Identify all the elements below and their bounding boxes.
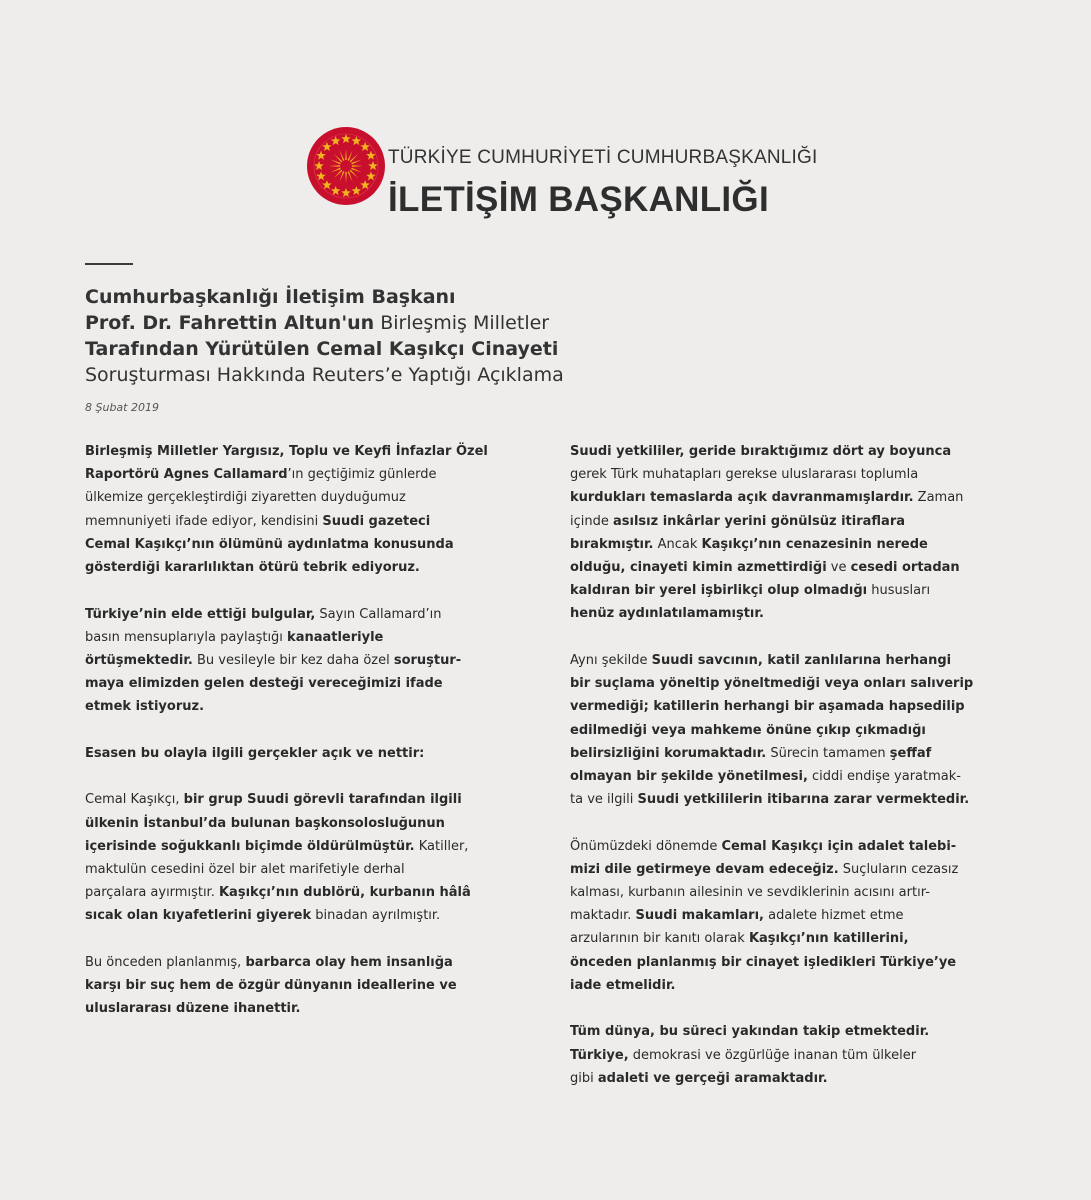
text: Bu vesileyle bir kez daha özel bbox=[192, 652, 394, 668]
text: Katiller, bbox=[414, 838, 469, 854]
bold-text: örtüşmektedir. bbox=[85, 652, 193, 668]
bold-text: Kaşıkçı’nın dublörü, kurbanın hâlâ bbox=[218, 885, 471, 901]
text-line bbox=[570, 602, 990, 625]
right-column bbox=[570, 440, 990, 1113]
text-line bbox=[570, 440, 990, 463]
title-line1: Cumhurbaşkanlığı İletişim Başkanı bbox=[85, 286, 456, 308]
bold-text: Kaşıkçı’nın katillerini, bbox=[748, 931, 909, 947]
bold-text: kurdukları temaslarda açık davranmamışlardır. bbox=[570, 490, 914, 506]
bold-text: sıcak olan kıyafetlerini giyerek bbox=[85, 908, 312, 924]
text-line bbox=[570, 1020, 990, 1043]
text-line bbox=[570, 510, 990, 533]
bold-text: içerisinde soğukkanlı biçimde öldürülmüştür. bbox=[85, 838, 415, 854]
text-line bbox=[85, 904, 505, 927]
text: gibi bbox=[570, 1070, 598, 1086]
text-line bbox=[570, 486, 990, 509]
text: içinde bbox=[570, 513, 613, 529]
text: adalete hizmet etme bbox=[764, 908, 904, 924]
bold-text: vermediği; katillerin herhangi bir aşamada hapsedilip bbox=[570, 699, 965, 715]
text-line bbox=[85, 881, 505, 904]
text-line bbox=[570, 742, 990, 765]
text: memnuniyeti ifade ediyor, kendisini bbox=[85, 513, 323, 529]
text: ciddi endişe yaratmak- bbox=[807, 768, 961, 784]
bold-text: olmayan bir şekilde yönetilmesi, bbox=[570, 768, 808, 784]
text: Önümüzdeki dönemde bbox=[570, 838, 722, 854]
document-date: 8 Şubat 2019 bbox=[85, 401, 159, 414]
text: parçalara ayırmıştır. bbox=[85, 885, 219, 901]
presidential-seal-icon bbox=[306, 126, 386, 206]
text: Bu önceden planlanmış, bbox=[85, 954, 246, 970]
text-line bbox=[85, 486, 505, 509]
text-line bbox=[85, 788, 505, 811]
text-line bbox=[570, 463, 990, 486]
title-line2 bbox=[85, 310, 985, 336]
bold-text: Raportörü Agnes Callamard bbox=[85, 467, 288, 483]
text-line bbox=[570, 765, 990, 788]
text: Zaman bbox=[913, 490, 964, 506]
bold-text: bir suçlama yöneltip yöneltmediği veya onları salıverip bbox=[570, 676, 974, 692]
text: ’ın geçtiğimiz günlerde bbox=[287, 467, 437, 483]
bold-text: Esasen bu olayla ilgili gerçekler açık ve nettir: bbox=[85, 745, 425, 761]
bold-text: uluslararası düzene ihanettir. bbox=[85, 1001, 301, 1017]
bold-text: kaldıran bir yerel işbirlikçi olup olmadığı bbox=[570, 583, 868, 599]
bold-text: şeffaf bbox=[889, 745, 932, 761]
bold-text: gösterdiği kararlılıktan ötürü tebrik ediyoruz. bbox=[85, 560, 420, 576]
text: binadan ayrılmıştır. bbox=[311, 908, 441, 924]
bold-text: adaleti ve gerçeği aramaktadır. bbox=[597, 1070, 828, 1086]
text-line bbox=[85, 603, 505, 626]
text-line bbox=[85, 695, 505, 718]
text-line bbox=[85, 974, 505, 997]
text-line bbox=[570, 927, 990, 950]
text: hususları bbox=[867, 583, 931, 599]
text-line bbox=[570, 1044, 990, 1067]
paragraph bbox=[85, 742, 505, 765]
bold-text: soruştur- bbox=[393, 652, 462, 668]
bold-text: Cemal Kaşıkçı’nın ölümünü aydınlatma konusunda bbox=[85, 536, 454, 552]
paragraph bbox=[85, 603, 505, 719]
title-line2-bold: Prof. Dr. Fahrettin Altun'un bbox=[85, 312, 375, 334]
text-line bbox=[85, 951, 505, 974]
title-line2-rest: Birleşmiş Milletler bbox=[374, 312, 550, 334]
text: ta ve ilgili bbox=[570, 792, 638, 808]
text-line bbox=[570, 904, 990, 927]
text-line bbox=[570, 579, 990, 602]
text: basın mensuplarıyla paylaştığı bbox=[85, 629, 288, 645]
text-line bbox=[85, 649, 505, 672]
document-title bbox=[85, 284, 985, 388]
left-column bbox=[85, 440, 505, 1044]
bold-text: edilmediği veya mahkeme önüne çıkıp çıkmadığı bbox=[570, 722, 926, 738]
bold-text: kanaatleriyle bbox=[287, 629, 384, 645]
paragraph bbox=[570, 649, 990, 811]
text-line bbox=[570, 719, 990, 742]
bold-text: Suudi yetkililerin itibarına zarar vermektedir. bbox=[637, 792, 970, 808]
paragraph bbox=[85, 951, 505, 1021]
text-line bbox=[85, 742, 505, 765]
bold-text: belirsizliğini korumaktadır. bbox=[570, 745, 767, 761]
text-line bbox=[570, 881, 990, 904]
text: Sayın Callamard’ın bbox=[315, 606, 442, 622]
bold-text: barbarca olay hem insanlığa bbox=[245, 954, 453, 970]
bold-text: Suudi gazeteci bbox=[322, 513, 431, 529]
text-line bbox=[570, 951, 990, 974]
text-line bbox=[85, 533, 505, 556]
text-line bbox=[570, 533, 990, 556]
title-divider bbox=[85, 263, 133, 265]
bold-text: bırakmıştır. bbox=[570, 536, 654, 552]
bold-text: Tüm dünya, bu süreci yakından takip etmektedir. bbox=[570, 1024, 930, 1040]
text-line bbox=[570, 788, 990, 811]
bold-text: Suudi yetkililer, geride bıraktığımız dört ay boyunca bbox=[570, 444, 952, 459]
text-line bbox=[85, 672, 505, 695]
paragraph bbox=[85, 788, 505, 927]
bold-text: Türkiye, bbox=[570, 1047, 629, 1063]
paragraph bbox=[85, 440, 505, 579]
text: arzularının bir kanıtı olarak bbox=[570, 931, 749, 947]
bold-text: Cemal Kaşıkçı için adalet talebi- bbox=[721, 838, 957, 854]
paragraph bbox=[570, 1020, 990, 1090]
text-line bbox=[85, 510, 505, 533]
text: ülkemize gerçekleştirdiği ziyaretten duyduğumuz bbox=[85, 490, 406, 506]
text-line bbox=[85, 556, 505, 579]
bold-text: Birleşmiş Milletler Yargısız, Toplu ve Keyfi İnfazlar Özel bbox=[85, 444, 488, 459]
text-line bbox=[85, 626, 505, 649]
org-name-line2: İLETİŞİM BAŞKANLIĞI bbox=[388, 180, 769, 219]
paragraph bbox=[570, 835, 990, 997]
text: kalması, kurbanın ailesinin ve sevdiklerinin acısını artır- bbox=[570, 885, 930, 901]
bold-text: olduğu, cinayeti kimin azmettirdiği bbox=[570, 560, 827, 576]
bold-text: maya elimizden gelen desteği vereceğimizi ifade bbox=[85, 676, 443, 692]
bold-text: Suudi makamları, bbox=[635, 908, 764, 924]
text-line bbox=[570, 672, 990, 695]
text-line bbox=[570, 1067, 990, 1090]
text: gerek Türk muhatapları gerekse uluslararası toplumla bbox=[570, 467, 919, 483]
paragraph bbox=[570, 440, 990, 626]
bold-text: ülkenin İstanbul’da bulunan başkonsolosluğunun bbox=[85, 815, 445, 831]
text-line bbox=[85, 463, 505, 486]
text-line bbox=[570, 974, 990, 997]
text-line bbox=[570, 556, 990, 579]
text-line bbox=[570, 835, 990, 858]
text: Cemal Kaşıkçı, bbox=[85, 792, 184, 808]
text-line bbox=[85, 440, 505, 463]
bold-text: etmek istiyoruz. bbox=[85, 699, 205, 715]
text-line bbox=[570, 858, 990, 881]
bold-text: Türkiye’nin elde ettiği bulgular, bbox=[85, 606, 316, 622]
text-line bbox=[570, 649, 990, 672]
text: Sürecin tamamen bbox=[766, 745, 890, 761]
text-line bbox=[570, 695, 990, 718]
text-line bbox=[85, 858, 505, 881]
bold-text: iade etmelidir. bbox=[570, 977, 676, 993]
bold-text: Suudi savcının, katil zanlılarına herhangi bbox=[651, 652, 952, 668]
bold-text: önceden planlanmış bir cinayet işledikleri Türkiye’ye bbox=[570, 954, 957, 970]
text: ve bbox=[826, 560, 851, 576]
text-line bbox=[85, 997, 505, 1020]
text: maktadır. bbox=[570, 908, 636, 924]
text: Aynı şekilde bbox=[570, 652, 652, 668]
bold-text: cesedi ortadan bbox=[850, 560, 960, 576]
text: Suçluların cezasız bbox=[838, 861, 959, 877]
bold-text: henüz aydınlatılamamıştır. bbox=[570, 606, 764, 622]
text-line bbox=[85, 812, 505, 835]
text: Ancak bbox=[653, 536, 702, 552]
bold-text: karşı bir suç hem de özgür dünyanın ideallerine ve bbox=[85, 978, 457, 994]
text-line bbox=[85, 835, 505, 858]
title-line3: Tarafından Yürütülen Cemal Kaşıkçı Cinayeti bbox=[85, 338, 559, 360]
bold-text: bir grup Suudi görevli tarafından ilgili bbox=[183, 792, 462, 808]
bold-text: Kaşıkçı’nın cenazesinin nerede bbox=[701, 536, 928, 552]
org-name-line1: TÜRKİYE CUMHURİYETİ CUMHURBAŞKANLIĞI bbox=[388, 147, 818, 168]
bold-text: asılsız inkârlar yerini gönülsüz itiraflara bbox=[613, 513, 905, 529]
title-line4: Soruşturması Hakkında Reuters’e Yaptığı Açıklama bbox=[85, 364, 564, 386]
text: demokrasi ve özgürlüğe inanan tüm ülkeler bbox=[628, 1047, 917, 1063]
bold-text: mizi dile getirmeye devam edeceğiz. bbox=[570, 861, 839, 877]
text: maktulün cesedini özel bir alet marifetiyle derhal bbox=[85, 861, 405, 877]
